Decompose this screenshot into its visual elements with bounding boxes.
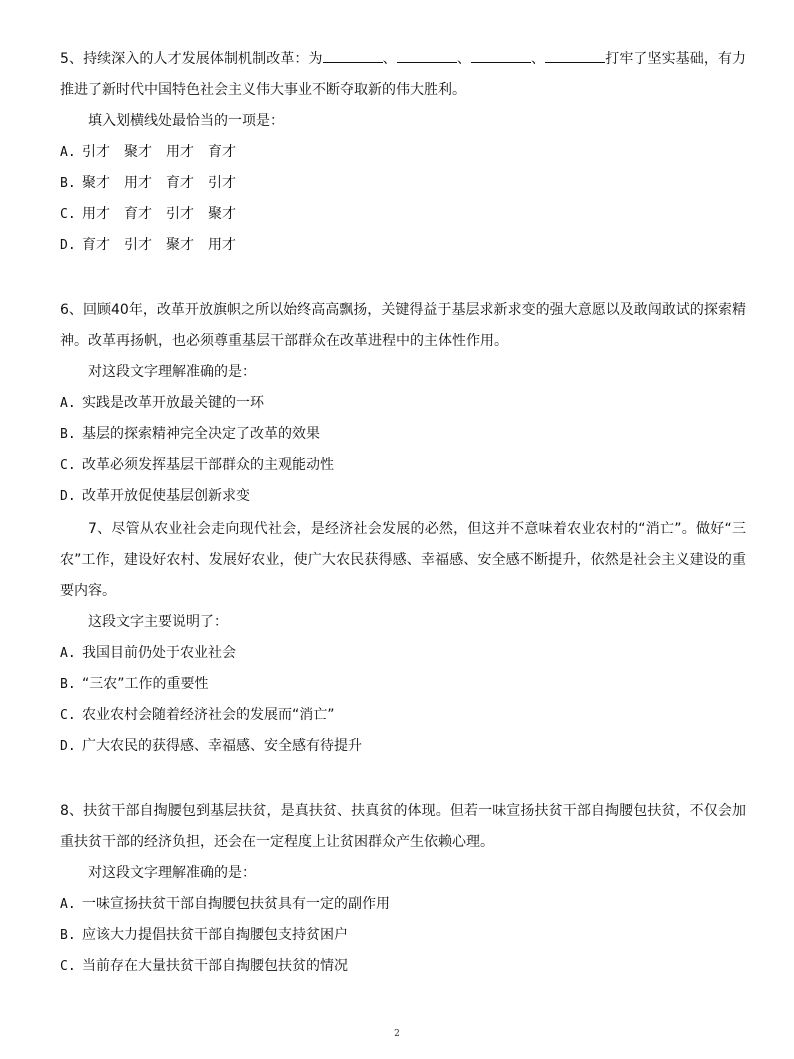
option-b: B. 应该大力提倡扶贫干部自掏腰包支持贫困户 [60, 927, 348, 943]
question-6-prompt: 对这段文字理解准确的是： [88, 364, 256, 380]
option-b: B. 基层的探索精神完全决定了改革的效果 [60, 426, 320, 442]
page-number: 2 [394, 1029, 400, 1039]
option-b: B. 聚才 用才 育才 引才 [60, 175, 236, 191]
question-7-prompt: 这段文字主要说明了： [88, 614, 228, 630]
question-5-prompt: 填入划横线处最恰当的一项是： [88, 113, 284, 129]
question-6 [60, 295, 746, 512]
stem-text: 5、持续深入的人才发展体制机制改革：为 [60, 51, 323, 67]
question-5 [60, 44, 746, 261]
question-6-stem: 6、回顾40年，改革开放旗帜之所以始终高高飘扬，关键得益于基层求新求变的强大意愿以及敢闯敢试的探索精神。改革再扬帆，也必须尊重基层干部群众在改革进程中的主体性作用。 [60, 302, 746, 349]
blank-line [323, 48, 383, 63]
option-c: C. 当前存在大量扶贫干部自掏腰包扶贫的情况 [60, 958, 348, 974]
stem-separator: 、 [530, 51, 546, 67]
question-8-stem: 8、扶贫干部自掏腰包到基层扶贫，是真扶贫、扶真贫的体现。但若一味宣扬扶贫干部自掏腰包扶贫，不仅会加重扶贫干部的经济负担，还会在一定程度上让贫困群众产生依赖心理。 [60, 803, 746, 850]
option-c: C. 用才 育才 引才 聚才 [60, 206, 236, 222]
option-d: D. 改革开放促使基层创新求变 [60, 488, 250, 504]
blank-line [545, 48, 605, 63]
option-c: C. 改革必须发挥基层干部群众的主观能动性 [60, 457, 334, 473]
question-7-stem: 7、尽管从农业社会走向现代社会，是经济社会发展的必然，但这并不意味着农业农村的“消亡”。做好“三农”工作，建设好农村、发展好农业，使广大农民获得感、幸福感、安全感不断提升，依然是社会主义建设的重要内容。 [60, 521, 746, 599]
option-a: A. 引才 聚才 用才 育才 [60, 144, 236, 160]
option-c: C. 农业农村会随着经济社会的发展而“消亡” [60, 707, 335, 723]
option-d: D. 育才 引才 聚才 用才 [60, 237, 236, 253]
stem-separator: 、 [456, 51, 471, 67]
blank-line [397, 48, 457, 63]
question-8-prompt: 对这段文字理解准确的是： [88, 865, 256, 881]
option-a: A. 实践是改革开放最关键的一环 [60, 395, 264, 411]
blank-line [471, 48, 531, 63]
option-d: D. 广大农民的获得感、幸福感、安全感有待提升 [60, 738, 362, 754]
stem-separator: 、 [382, 51, 397, 67]
option-a: A. 一味宣扬扶贫干部自掏腰包扶贫具有一定的副作用 [60, 896, 390, 912]
question-8 [60, 796, 746, 982]
option-b: B. “三农”工作的重要性 [60, 676, 209, 692]
question-5-stem [60, 44, 746, 106]
stem-text: 打牢了坚实基础，有力推进了新时代中国特色社会主义伟大事业不断夺取新的伟大胜利。 [60, 51, 747, 98]
question-7 [60, 514, 746, 762]
option-a: A. 我国目前仍处于农业社会 [60, 645, 236, 661]
